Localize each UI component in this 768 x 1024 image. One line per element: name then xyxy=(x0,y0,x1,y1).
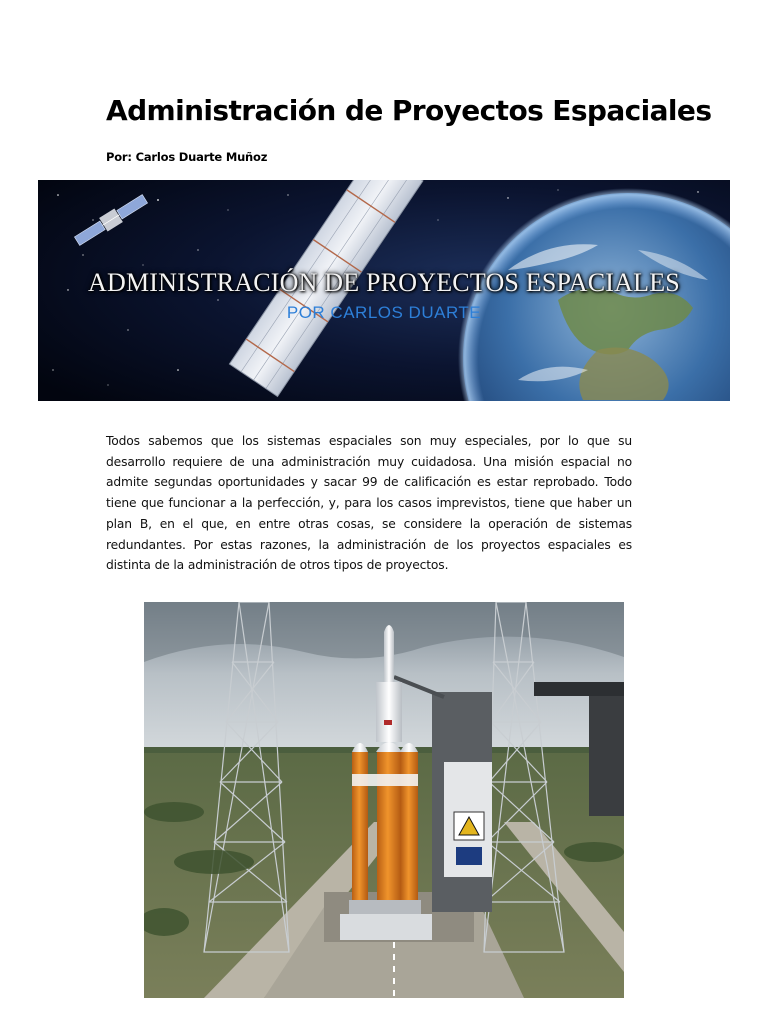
rocket-launch-pad-illustration xyxy=(144,602,624,998)
banner-image xyxy=(38,180,730,401)
banner-title: ADMINISTRACIÓN DE PROYECTOS ESPACIALES xyxy=(88,268,680,297)
banner-subtitle: POR CARLOS DUARTE xyxy=(286,303,482,322)
rocket-launch-photo xyxy=(144,602,624,998)
page-title: Administración de Proyectos Espaciales xyxy=(106,94,712,127)
author-byline: Por: Carlos Duarte Muñoz xyxy=(106,150,268,164)
body-paragraph: Todos sabemos que los sistemas espaciales son muy especiales, por lo que su desarrollo requiere de una administración muy cuidadosa. Una misión espacial no admite segundas oportunidades y sacar 99 de calificación es estar reprobado. Todo tiene que funcionar a la perfección, y, para los casos imprevistos, tiene que haber un plan B, en el que, en entre otras cosas, se considere la operación de sistemas redundantes. Por estas razones, la administración de los proyectos espaciales es distinta de la administración de otros tipos de proyectos. xyxy=(106,434,632,573)
